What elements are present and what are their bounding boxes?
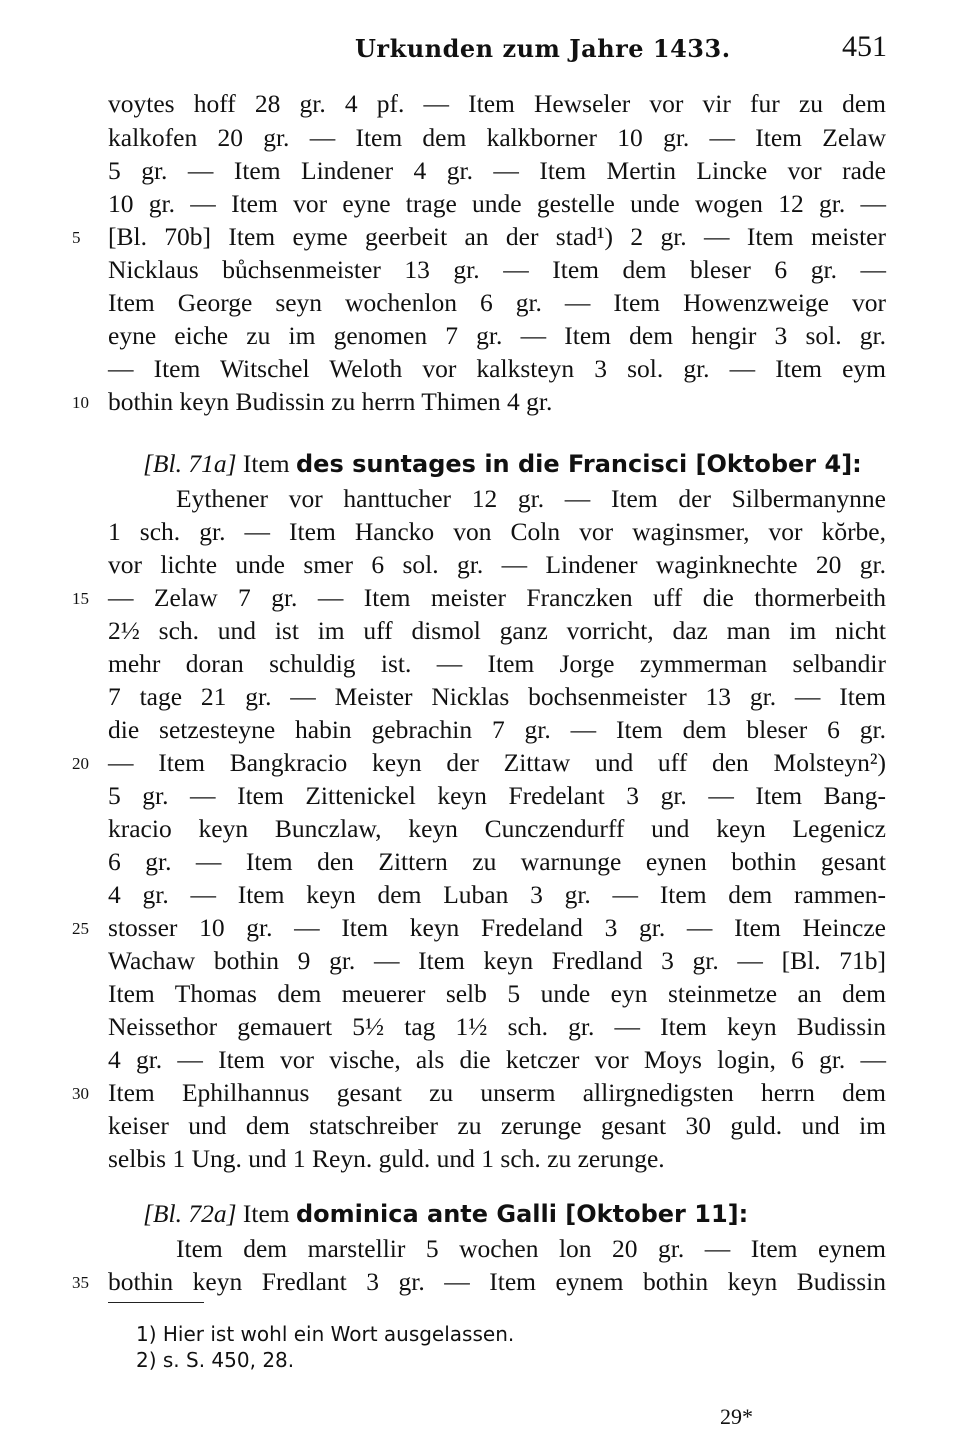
text-line: 2½ sch. und ist im uff dismol ganz vorricht, daz man im nicht: [108, 616, 886, 645]
page-number: 451: [842, 30, 887, 63]
text-line: Item Ephilhannus gesant zu unserm allirgnedigsten herrn dem: [108, 1078, 886, 1107]
heading-title: des suntages in die Francisci [Oktober 4]:: [296, 450, 862, 478]
section-heading: [143, 447, 886, 481]
text-line: kalkofen 20 gr. — Item dem kalkborner 10 gr. — Item Zelaw: [108, 123, 886, 152]
line-number: 15: [72, 589, 89, 608]
text-line: Item Thomas dem meuerer selb 5 unde eyn steinmetze an dem: [108, 979, 886, 1008]
text-line: Item dem marstellir 5 wochen lon 20 gr. — Item eynem: [176, 1234, 886, 1263]
signature-mark: 29*: [720, 1404, 753, 1429]
running-title: Urkunden zum Jahre 1433.: [355, 34, 731, 63]
text-line: die setzesteyne habin gebrachin 7 gr. — Item dem bleser 6 gr.: [108, 715, 886, 744]
text-line: 10 gr. — Item vor eyne trage unde gestelle unde wogen 12 gr. —: [108, 189, 886, 218]
folio-reference: [Bl. 71a]: [143, 449, 237, 478]
text-line: kracio keyn Bunczlaw, keyn Cunczendurff und keyn Legenicz: [108, 814, 886, 843]
text-line: 4 gr. — Item keyn dem Luban 3 gr. — Item dem rammen-: [108, 880, 886, 909]
footnote-mark: 2): [136, 1348, 157, 1372]
footnote-2: [136, 1348, 294, 1372]
text-line: — Zelaw 7 gr. — Item meister Franczken uff die thormerbeith: [108, 583, 886, 612]
text-line: vor lichte unde smer 6 sol. gr. — Lindener waginknechte 20 gr.: [108, 550, 886, 579]
text-line: Neissethor gemauert 5½ tag 1½ sch. gr. — Item keyn Budissin: [108, 1012, 886, 1041]
section-heading: [143, 1197, 886, 1231]
page-header: [0, 30, 960, 70]
footnote-text: s. S. 450, 28.: [162, 1348, 295, 1372]
text-line: [Bl. 70b] Item eyme geerbeit an der stad¹) 2 gr. — Item meister: [108, 222, 886, 251]
text-line: Wachaw bothin 9 gr. — Item keyn Fredland 3 gr. — [Bl. 71b]: [108, 946, 886, 975]
text-line: — Item Witschel Weloth vor kalksteyn 3 sol. gr. — Item eym: [108, 354, 886, 383]
heading-title: dominica ante Galli [Oktober 11]:: [296, 1200, 749, 1228]
text-line: — Item Bangkracio keyn der Zittaw und uff den Molsteyn²): [108, 748, 886, 777]
folio-reference: [Bl. 72a]: [143, 1199, 237, 1228]
footnote-rule: [108, 1302, 204, 1303]
text-line: bothin keyn Fredlant 3 gr. — Item eynem bothin keyn Budissin: [108, 1267, 886, 1296]
line-number: 35: [72, 1273, 89, 1292]
text-line: bothin keyn Budissin zu herrn Thimen 4 gr.: [108, 387, 553, 416]
text-line: Nicklaus bůchsenmeister 13 gr. — Item dem bleser 6 gr. —: [108, 255, 886, 284]
text-line: eyne eiche zu im genomen 7 gr. — Item dem hengir 3 sol. gr.: [108, 321, 886, 350]
footnote-mark: 1): [136, 1322, 157, 1346]
text-line: Item George seyn wochenlon 6 gr. — Item Howenzweige vor: [108, 288, 886, 317]
heading-item-word: Item: [242, 1199, 290, 1228]
footnote-1: [136, 1322, 514, 1346]
line-number: 30: [72, 1084, 89, 1103]
footnote-text: Hier ist wohl ein Wort ausgelassen.: [162, 1322, 515, 1346]
line-number: 20: [72, 754, 89, 773]
text-line: mehr doran schuldig ist. — Item Jorge zymmerman selbandir: [108, 649, 886, 678]
text-line: stosser 10 gr. — Item keyn Fredeland 3 gr. — Item Heincze: [108, 913, 886, 942]
text-line: 5 gr. — Item Lindener 4 gr. — Item Mertin Lincke vor rade: [108, 156, 886, 185]
text-line: 5 gr. — Item Zittenickel keyn Fredelant 3 gr. — Item Bang-: [108, 781, 886, 810]
text-line: 7 tage 21 gr. — Meister Nicklas bochsenmeister 13 gr. — Item: [108, 682, 886, 711]
text-line: keiser und dem statschreiber zu zerunge gesant 30 guld. und im: [108, 1111, 886, 1140]
line-number: 25: [72, 919, 89, 938]
line-number: 10: [72, 393, 89, 412]
text-line: voytes hoff 28 gr. 4 pf. — Item Hewseler vor vir fur zu dem: [108, 89, 886, 118]
text-line: selbis 1 Ung. und 1 Reyn. guld. und 1 sch. zu zerunge.: [108, 1144, 665, 1173]
heading-item-word: Item: [242, 449, 290, 478]
line-number: 5: [72, 228, 81, 247]
text-line: 6 gr. — Item den Zittern zu warnunge eynen bothin gesant: [108, 847, 886, 876]
text-line: 1 sch. gr. — Item Hancko von Coln vor waginsmer, vor kŏrbe,: [108, 517, 886, 546]
text-line: Eythener vor hanttucher 12 gr. — Item der Silbermanynne: [176, 484, 886, 513]
text-line: 4 gr. — Item vor vische, als die ketczer vor Moys login, 6 gr. —: [108, 1045, 886, 1074]
